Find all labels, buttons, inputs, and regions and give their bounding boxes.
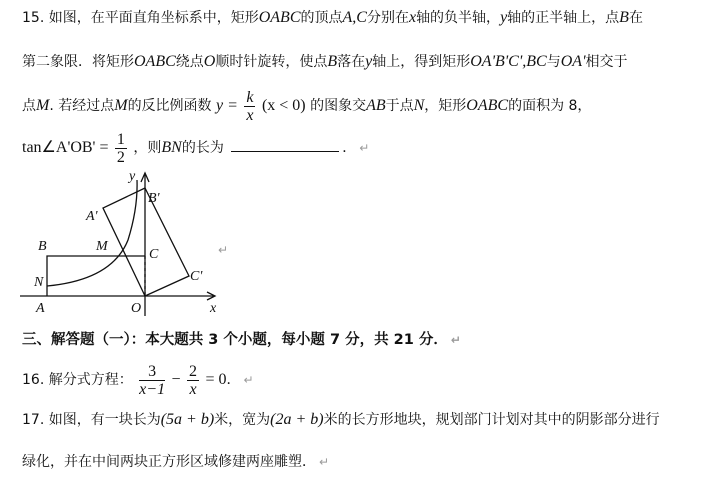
figure-return-mark: ↵ — [218, 243, 229, 257]
label-y: y — [129, 169, 136, 184]
function-lhs: y = — [216, 97, 238, 114]
q15-line4: tan∠A'OB' = $\frac{1}{2}$ ，则BN的长为 ． ↵ — [22, 130, 370, 166]
q17-line2: 绿化，并在中间两块正方形区域修建两座雕塑． ↵ — [22, 454, 330, 470]
label-c-prime: C' — [190, 269, 203, 284]
label-o: O — [131, 301, 142, 316]
label-b-prime: B' — [148, 191, 160, 206]
return-mark: ↵ — [319, 455, 330, 469]
length-expression: (5a + b) — [160, 411, 215, 428]
label-n: N — [34, 275, 44, 290]
q15-line3: 点M. 若经过点M的反比例函数 y = $\frac{k}{x}$ (x < 0) 的图象交AB于点N，矩形OABC的面积为 8， — [22, 88, 592, 124]
q15-line2: 第二象限．将矩形OABC绕点O顺时针旋转，使点B落在y轴上，得到矩形OA'B'C',BC与OA'相交于 — [22, 53, 628, 70]
return-mark: ↵ — [450, 333, 461, 347]
fraction-3-over-x-minus-1: $\frac{3}{x-1}$ — [139, 362, 166, 398]
label-b: B — [38, 239, 47, 254]
return-mark: ↵ — [243, 373, 254, 387]
rectangle-oabc — [47, 256, 145, 296]
q17-line1: 17. 如图，有一块长为(5a + b)米，宽为(2a + b)米的长方形地块，规划部门计划对其中的阴影部分进行 — [22, 411, 660, 428]
tan-expression: tan∠A'OB' = — [22, 139, 109, 156]
k-over-x-fraction: $\frac{k}{x}$ — [246, 88, 254, 124]
q16-line: 16. 解分式方程： $\frac{3}{x-1}$ − $\frac{2}{x}$ = 0． ↵ — [22, 362, 254, 398]
label-a: A — [36, 301, 45, 316]
fraction-2-over-x: $\frac{2}{x}$ — [189, 362, 198, 398]
label-x: x — [210, 301, 217, 316]
hyperbola-curve — [47, 180, 137, 286]
coordinate-figure — [14, 162, 234, 322]
one-half-fraction: $\frac{1}{2}$ — [116, 130, 125, 166]
width-expression: (2a + b) — [270, 411, 324, 428]
return-mark: ↵ — [359, 141, 370, 155]
label-a-prime: A' — [86, 209, 98, 224]
rectangle-oa-b-c — [103, 188, 189, 296]
q15-line1: 15. 如图，在平面直角坐标系中，矩形OABC的顶点A,C分别在x轴的负半轴，y轴的正半轴上，点B在 — [22, 9, 643, 26]
q15-figure — [14, 162, 234, 326]
section3-heading: 三、解答题（一）：本大题共 3 个小题，每小题 7 分，共 21 分． ↵ — [22, 332, 461, 348]
label-m: M — [96, 239, 108, 254]
label-c: C — [149, 247, 159, 262]
answer-blank[interactable] — [231, 137, 339, 152]
function-domain: (x < 0) — [261, 97, 306, 114]
